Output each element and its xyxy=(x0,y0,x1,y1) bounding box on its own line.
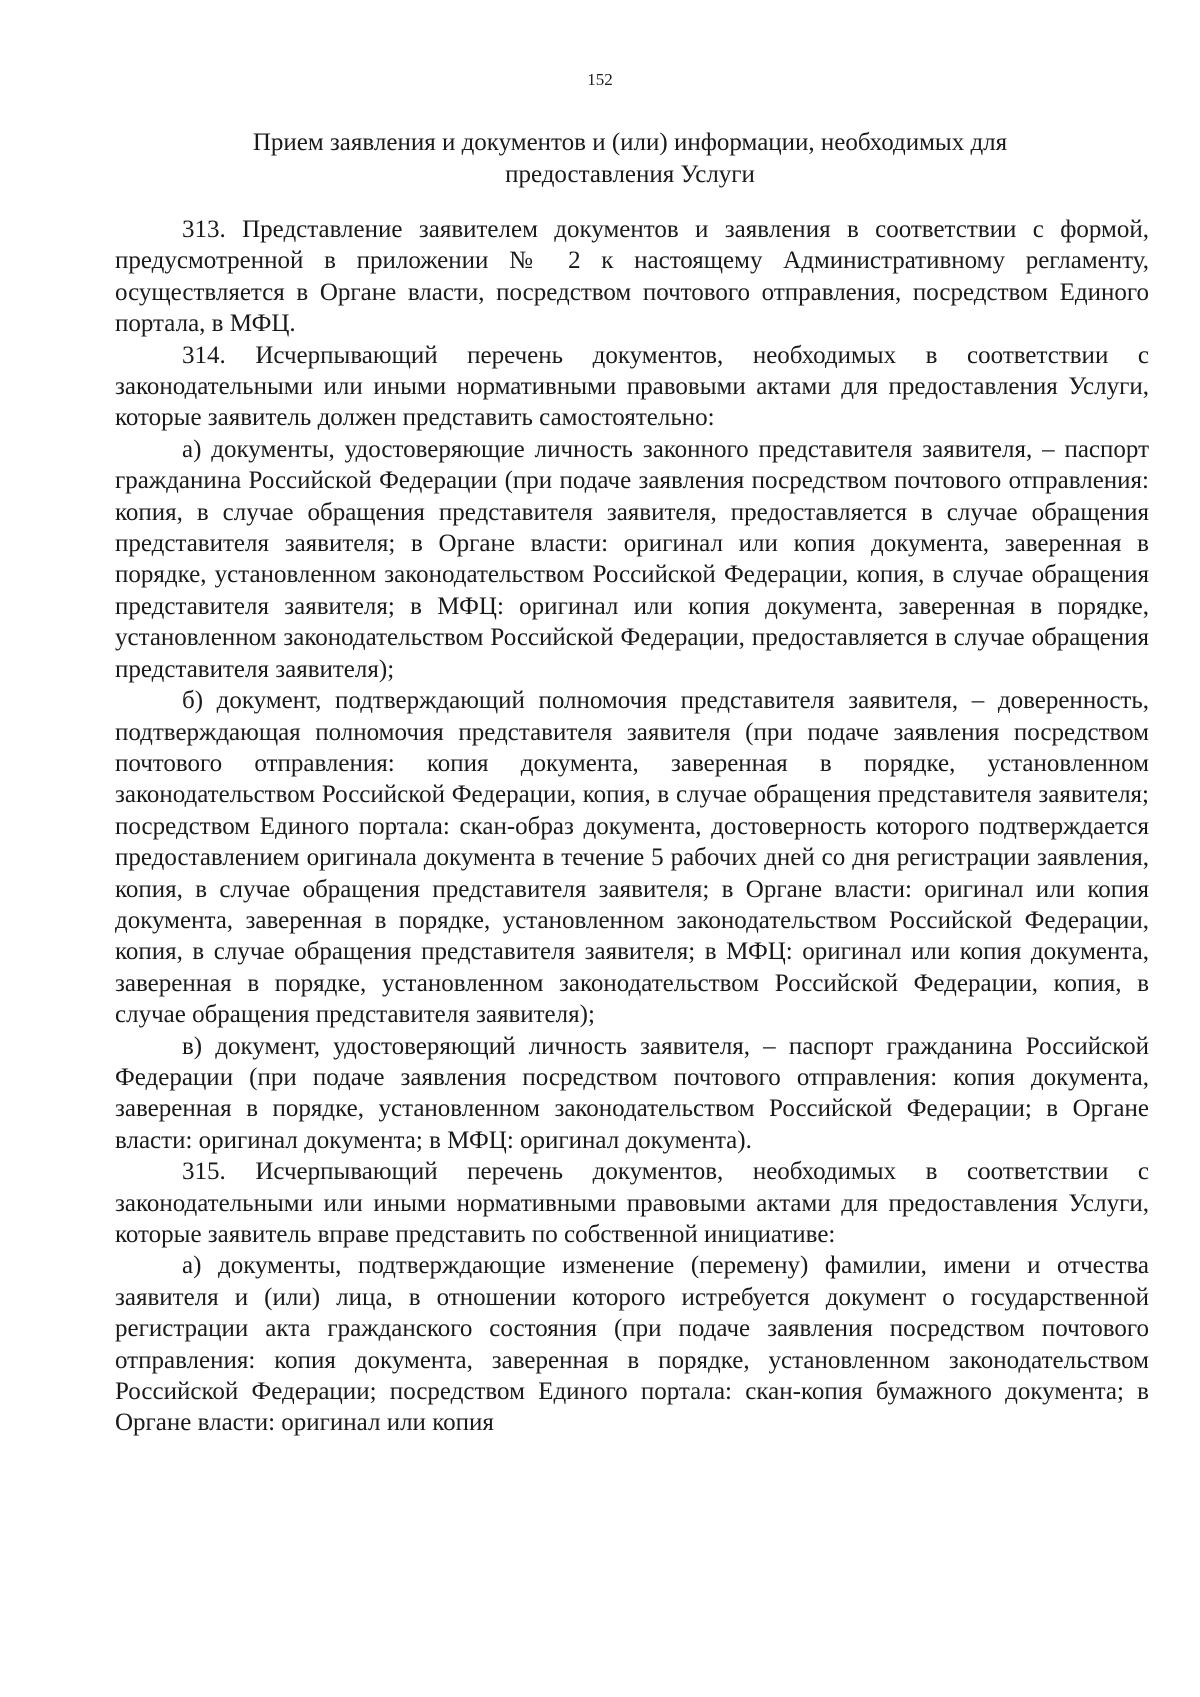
paragraph-313: 313. Представление заявителем документов и заявления в соответствии с формой, предусмотренной в приложении № 2 к настоящему Административному регламенту, осуществляется в Органе власти, посредством почтового отправления, посредством Единого портала, в МФЦ. xyxy=(115,216,1149,338)
paragraph-314-v: в) документ, удостоверяющий личность заявителя, – паспорт гражданина Российской Федерации (при подаче заявления посредством почтового отправления: копия документа, заверенная в порядке, установленном законодательством Российской Федерации; в Органе власти: оригинал документа; в МФЦ: оригинал документа). xyxy=(115,1032,1149,1154)
page-number: 152 xyxy=(587,70,613,89)
document-body xyxy=(115,214,1149,1439)
section-heading-line-2: предоставления Услуги xyxy=(505,161,755,188)
paragraph-315: 315. Исчерпывающий перечень документов, необходимых в соответствии с законодательными или иными нормативными правовыми актами для предоставления Услуги, которые заявитель вправе представить по собственной инициативе: xyxy=(115,1158,1149,1248)
section-heading xyxy=(190,127,1070,191)
paragraph-314-a: а) документы, удостоверяющие личность законного представителя заявителя, – паспорт гражданина Российской Федерации (при подаче заявления посредством почтового отправления: копия, в случае обращения представителя заявителя, предоставляется в случае обращения представителя заявителя; в Органе власти: оригинал или копия документа, заверенная в порядке, установленном законодательством Российской Федерации, копия, в случае обращения представителя заявителя; в МФЦ: оригинал или копия документа, заверенная в порядке, установленном законодательством Российской Федерации, предоставляется в случае обращения представителя заявителя); xyxy=(115,435,1149,683)
paragraph-314-b: б) документ, подтверждающий полномочия представителя заявителя, – доверенность, подтверждающая полномочия представителя заявителя (при подаче заявления посредством почтового отправления: копия документа, заверенная в порядке, установленном законодательством Российской Федерации, копия, в случае обращения представителя заявителя; посредством Единого портала: скан-образ документа, достоверность которого подтверждается предоставлением оригинала документа в течение 5 рабочих дней со дня регистрации заявления, копия, в случае обращения представителя заявителя; в Органе власти: оригинал или копия документа, заверенная в порядке, установленном законодательством Российской Федерации, копия, в случае обращения представителя заявителя; в МФЦ: оригинал или копия документа, заверенная в порядке, установленном законодательством Российской Федерации, копия, в случае обращения представителя заявителя); xyxy=(115,687,1149,1029)
paragraph-314: 314. Исчерпывающий перечень документов, необходимых в соответствии с законодательными или иными нормативными правовыми актами для предоставления Услуги, которые заявитель должен представить самостоятельно: xyxy=(115,341,1149,432)
section-heading-line-1: Прием заявления и документов и (или) информации, необходимых для xyxy=(252,129,1008,156)
paragraph-315-a: а) документы, подтверждающие изменение (перемену) фамилии, имени и отчества заявителя и (или) лица, в отношении которого истребуется документ о государственной регистрации акта гражданского состояния (при подаче заявления посредством почтового отправления: копия документа, заверенная в порядке, установленном законодательством Российской Федерации; посредством Единого портала: скан-копия бумажного документа; в Органе власти: оригинал или копия xyxy=(115,1252,1149,1437)
